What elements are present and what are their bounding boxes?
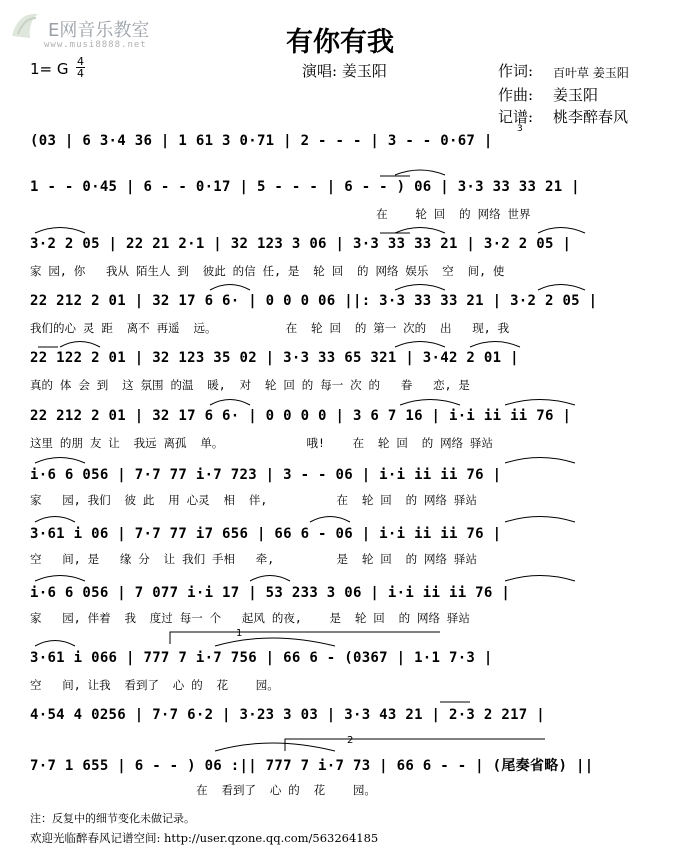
transcriber-name: 桃李醉春风 [553, 108, 629, 126]
score-row-notes: 1 - - 0·45 | 6 - - 0·17 | 5 - - - | 6 - - ) 06 | 3·3 33 33 21 | [30, 179, 580, 195]
score-row-notes: 22 212 2 01 | 32 17 6 6· | 0 0 0 0 | 3 6 7 16 | i·i ii ii 76 | [30, 408, 572, 424]
score-row-lyrics: 空 间, 让我 看到了 心 的 花 园。 [30, 678, 279, 692]
score-row-lyrics: 这里 的朋 友 让 我远 离孤 单。 哦! 在 轮 回 的 网络 驿站 [30, 436, 494, 450]
score-row-lyrics: 在 轮 回 的 网络 世界 [30, 207, 531, 221]
score-row-notes: 3·2 2 05 | 22 21 2·1 | 32 123 3 06 | 3·3 33 33 21 | 3·2 2 05 | [30, 236, 572, 252]
footer-url: 欢迎光临醉春风记谱空间: http://user.qzone.qq.com/563264185 [30, 831, 379, 845]
lyricist-label: 作词: [498, 62, 534, 80]
score-row-notes: 22 212 2 01 | 32 17 6 6· | 0 0 0 06 ||: 3·3 33 33 21 | 3·2 2 05 | [30, 293, 598, 309]
key-signature: 1= G [30, 60, 69, 78]
score-row-lyrics: 家 园, 伴着 我 度过 每一 个 起风 的夜, 是 轮 回 的 网络 驿站 [30, 611, 470, 625]
singer-credit: 演唱: 姜玉阳 [302, 62, 387, 80]
watermark-text: E网音乐教室 [48, 20, 150, 41]
score-row-lyrics: 真的 体 会 到 这 氛围 的温 暖, 对 轮 回 的 每一 次 的 眷 恋, 是 [30, 378, 470, 392]
composer-name: 姜玉阳 [553, 86, 599, 104]
score-row-notes: 3·61 i 066 | 777 7 i·7 756 | 66 6 - (0367 | 1·1 7·3 | [30, 650, 493, 666]
score-row-notes: i·6 6 056 | 7·7 77 i·7 723 | 3 - - 06 | i·i ii ii 76 | [30, 467, 502, 483]
score-row-notes: 4·54 4 0256 | 7·7 6·2 | 3·23 3 03 | 3·3 43 21 | 2·3 2 217 | [30, 707, 545, 723]
score-row-notes: (03 | 6 3·4 36 | 1 61 3 0·71 | 2 - - - | 3 - - 0·67 | [30, 133, 493, 149]
composer-label: 作曲: [498, 86, 534, 104]
lyricist-name: 百叶草 姜玉阳 [553, 66, 629, 80]
score-row-notes: i·6 6 056 | 7 077 i·i 17 | 53 233 3 06 | i·i ii ii 76 | [30, 585, 511, 601]
transcriber-label: 记谱: [498, 108, 534, 126]
score-row-lyrics: 我们的心 灵 距 离不 再遥 远。 在 轮 回 的 第一 次的 出 现, 我 [30, 321, 510, 335]
triplet-label: 3 [517, 124, 523, 134]
score-row-lyrics: 家 园, 你 我从 陌生人 到 彼此 的信 任, 是 轮 回 的 网络 娱乐 空 间, 使 [30, 264, 505, 278]
score-row-notes: 22 122 2 01 | 32 123 35 02 | 3·3 33 65 321 | 3·42 2 01 | [30, 350, 519, 366]
volta-1-label: 1 [236, 628, 243, 639]
score-row-lyrics: 在 看到了 心 的 花 园。 [30, 783, 376, 797]
volta-2-label: 2 [347, 735, 354, 746]
time-signature-bottom: 4 [77, 67, 84, 80]
song-title: 有你有我 [286, 27, 394, 58]
score-row-notes: 3·61 i 06 | 7·7 77 i7 656 | 66 6 - 06 | i·i ii ii 76 | [30, 526, 502, 542]
time-signature-top: 4 [77, 55, 84, 68]
footnote: 注：反复中的细节变化未做记录。 [30, 812, 195, 825]
score-row-lyrics: 空 间, 是 缘 分 让 我们 手相 牵, 是 轮 回 的 网络 驿站 [30, 552, 477, 566]
watermark-url: www.musi8888.net [44, 40, 147, 50]
score-row-lyrics: 家 园, 我们 彼 此 用 心灵 相 伴, 在 轮 回 的 网络 驿站 [30, 493, 477, 507]
score-row-notes: 7·7 1 655 | 6 - - ) 06 :|| 777 7 i·7 73 | 66 6 - - | (尾奏省略) || [30, 758, 594, 774]
